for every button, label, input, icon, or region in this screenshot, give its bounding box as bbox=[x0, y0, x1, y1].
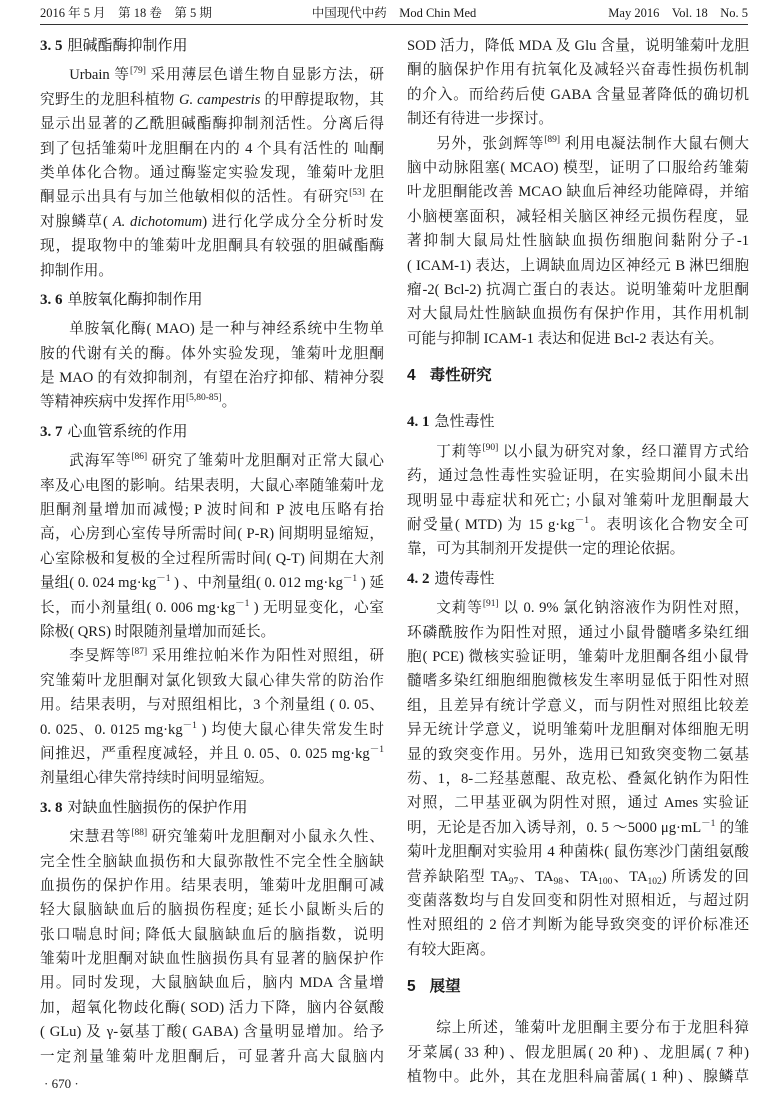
citation-superscript: [87] bbox=[131, 647, 148, 658]
paragraph bbox=[407, 440, 749, 562]
text-line bbox=[40, 874, 384, 898]
text-line bbox=[40, 571, 384, 595]
text-line bbox=[40, 366, 384, 390]
text-line bbox=[407, 34, 749, 58]
text-segment: 、TA bbox=[518, 868, 554, 885]
section-title: 急性毒性 bbox=[434, 413, 495, 431]
text-segment: 抑制作用。 bbox=[40, 262, 113, 279]
text-segment: 酮的脑保护作用有抗氧化及减轻兴奋毒性损伤机制 bbox=[407, 62, 749, 79]
paragraph bbox=[407, 596, 749, 962]
paragraph bbox=[40, 825, 384, 1069]
text-segment: 对大鼠局灶性脑缺血损伤有保护作用，其作用机制 bbox=[407, 306, 749, 323]
text-segment: 李旻辉等 bbox=[69, 648, 132, 665]
text-segment: 到了包括雏菊叶龙胆酮在内的 4 个具有活性的 𠮿酮 bbox=[40, 140, 384, 157]
text-segment: Urbain 等 bbox=[69, 67, 131, 84]
text-segment: 酮显示出具有与加兰他敏相似的活性。有研究 bbox=[40, 189, 350, 206]
issue-volume: May 2016 Vol. 18 No. 5 bbox=[608, 6, 748, 20]
subsection-heading bbox=[40, 283, 384, 317]
text-segment: 。表明该化合物安全可 bbox=[588, 517, 749, 534]
citation-superscript: [86] bbox=[131, 452, 148, 463]
section-title: 心血管系统的作用 bbox=[67, 422, 188, 440]
left-column bbox=[40, 34, 384, 1069]
text-segment: 菊叶龙胆酮对实验用 4 种菌株( 鼠伤寒沙门菌组氨酸 bbox=[407, 844, 749, 861]
text-segment: ( GLu) 及 γ-氨基丁酸( GABA) 含量明显增加。给予 bbox=[40, 1024, 384, 1041]
subscript: 97 bbox=[508, 876, 519, 887]
subsection-heading bbox=[40, 791, 384, 825]
paragraph bbox=[40, 644, 384, 790]
text-segment: 丁莉等 bbox=[436, 443, 483, 460]
text-segment: 显示出显著的乙酰胆碱酯酶抑制剂活性。分离后得 bbox=[40, 116, 384, 133]
citation-superscript: [90] bbox=[482, 442, 499, 453]
text-line bbox=[40, 522, 384, 546]
text-segment: 植物中。此外，其在龙胆科扁蕾属( 1 种) 、腺鳞草 bbox=[407, 1069, 749, 1086]
text-segment: 的雏 bbox=[715, 819, 749, 836]
text-line bbox=[407, 83, 749, 107]
right-column bbox=[407, 34, 749, 1090]
text-segment: 研究了雏菊叶龙胆酮对正常大鼠心 bbox=[147, 453, 384, 470]
text-line bbox=[407, 132, 749, 156]
text-segment: 长，而小剂量组( 0. 006 mg·kg bbox=[40, 599, 236, 616]
text-line bbox=[407, 889, 749, 913]
text-line bbox=[40, 137, 384, 161]
text-line bbox=[407, 840, 749, 864]
text-segment: 显的致突变作用。另外，选用已知致突变物二氨基 bbox=[407, 746, 749, 763]
section-heading bbox=[407, 351, 749, 405]
text-segment: 宋慧君等 bbox=[69, 829, 132, 846]
text-segment: ) 均使大鼠心律失常发生时 bbox=[196, 721, 384, 738]
text-line bbox=[407, 464, 749, 488]
text-segment: ( ICAM-1) 表达，上调缺血周边区神经元 B 淋巴细胞 bbox=[407, 257, 749, 274]
text-segment: 现明显中毒症状和死亡; 小鼠对雏菊叶龙胆酮最大 bbox=[407, 492, 749, 509]
text-line bbox=[407, 645, 749, 669]
text-line bbox=[40, 742, 384, 766]
text-segment: 用。同时发现，大鼠脑缺血后，脑内 MDA 含量增 bbox=[40, 975, 384, 992]
text-line bbox=[407, 302, 749, 326]
text-segment: 靠，可为其制剂开发提供一定的理论依据。 bbox=[407, 541, 685, 558]
text-line bbox=[40, 620, 384, 644]
text-segment: 变菌落数均与自发回变和阴性对照相近，与超过阴 bbox=[407, 892, 749, 909]
text-segment: 的介入。而给药后使 GABA 含量显著降低的确切机 bbox=[407, 86, 749, 103]
citation-superscript: [89] bbox=[544, 134, 561, 145]
text-line bbox=[407, 254, 749, 278]
section-number: 3. 7 bbox=[40, 423, 63, 440]
text-segment: 量组( 0. 024 mg·kg bbox=[40, 575, 157, 592]
text-segment: 芴、1，8-二羟基蒽醌、敌克松、叠氮化钠作为阳性 bbox=[407, 770, 749, 787]
text-segment: 胆酮剂量增加而减慢; P 波时间和 P 波电压略有抬 bbox=[40, 502, 384, 519]
exponent-superscript: －1 bbox=[182, 720, 197, 731]
subsection-heading bbox=[407, 405, 749, 439]
citation-superscript: [53] bbox=[349, 188, 365, 199]
subscript: 100 bbox=[598, 876, 613, 887]
text-line bbox=[40, 474, 384, 498]
text-segment: 雏菊叶龙胆酮对缺血性脑损伤具有显著的脑保护作 bbox=[40, 951, 384, 968]
text-line bbox=[407, 621, 749, 645]
exponent-superscript: －1 bbox=[369, 744, 384, 755]
text-segment: 心室除极和复极的全过程所需时间( Q-T) 间期在大剂 bbox=[40, 550, 384, 567]
subsection-heading bbox=[40, 34, 384, 63]
text-segment: 究雏菊叶龙胆酮对氯化钡致大鼠心律失常的防治作 bbox=[40, 672, 384, 689]
text-segment: 以 0. 9% 氯化钠溶液作为阴性对照， bbox=[498, 600, 749, 617]
section-number: 4. 1 bbox=[407, 414, 430, 431]
text-line bbox=[407, 156, 749, 180]
text-segment: 间推迟，严重程度减轻，并且 0. 05、0. 025 mg·kg bbox=[40, 745, 370, 762]
text-line bbox=[40, 693, 384, 717]
subscript: 102 bbox=[647, 876, 662, 887]
text-segment: 另外，张剑辉等 bbox=[436, 135, 545, 152]
exponent-superscript: －1 bbox=[574, 516, 589, 527]
text-segment: 综上所述，雏菊叶龙胆酮主要分布于龙胆科獐 bbox=[436, 1020, 749, 1037]
text-segment: 用。结果表明，与对照组相比，3 个剂量组 ( 0. 05、 bbox=[40, 697, 384, 714]
text-line bbox=[40, 596, 384, 620]
text-line bbox=[407, 1016, 749, 1040]
text-segment: 张口喘息时间; 降低大鼠脑缺血后的脑指数，说明 bbox=[40, 926, 384, 943]
exponent-superscript: －1 bbox=[156, 574, 171, 585]
text-segment: 利用电凝法制作大鼠右侧大 bbox=[560, 135, 749, 152]
text-line bbox=[40, 644, 384, 668]
text-line bbox=[407, 205, 749, 229]
text-segment: 研究雏菊叶龙胆酮对小鼠永久性、 bbox=[147, 829, 384, 846]
text-segment: 、TA bbox=[612, 868, 648, 885]
text-line bbox=[407, 596, 749, 620]
text-segment: 在 bbox=[364, 189, 384, 206]
citation-superscript: [79] bbox=[130, 66, 146, 77]
text-line bbox=[40, 898, 384, 922]
text-segment: ) 所诱发的回 bbox=[661, 868, 749, 885]
paragraph bbox=[40, 63, 384, 283]
text-line bbox=[40, 718, 384, 742]
text-segment: 剂量组心律失常持续时间明显缩短。 bbox=[40, 770, 274, 787]
text-segment: ) 进行化学成分全分析时发 bbox=[202, 213, 384, 230]
running-header bbox=[40, 3, 748, 23]
text-segment: 胞( PCE) 微核实验证明，雏菊叶龙胆酮各组小鼠骨 bbox=[407, 648, 749, 665]
section-title: 毒性研究 bbox=[429, 367, 492, 385]
text-line bbox=[40, 112, 384, 136]
section-title: 对缺血性脑损伤的保护作用 bbox=[67, 798, 248, 816]
text-line bbox=[407, 913, 749, 937]
text-segment: 髓嗜多染红细胞细胞微核发生率明显低于阳性对照 bbox=[407, 673, 749, 690]
text-segment: 明，无论是否加入诱导剂，0. 5 ～5000 μg·mL bbox=[407, 819, 702, 836]
text-segment: 采用维拉帕米作为阳性对照组，研 bbox=[147, 648, 384, 665]
text-segment: ) 延 bbox=[357, 575, 384, 592]
text-line bbox=[40, 923, 384, 947]
journal-title: 中国现代中药 Mod Chin Med bbox=[311, 6, 477, 20]
text-segment: 制还有待进一步探讨。 bbox=[407, 111, 553, 128]
header-rule bbox=[40, 24, 748, 25]
text-line bbox=[407, 767, 749, 791]
text-segment: 可能与抑制 ICAM-1 表达和促进 Bcl-2 表达有关。 bbox=[407, 330, 724, 347]
section-number: 5 bbox=[407, 978, 416, 996]
text-segment: 异无统计学意义，说明雏菊叶龙胆酮对体细胞无明 bbox=[407, 722, 749, 739]
subsection-heading bbox=[407, 562, 749, 596]
text-line bbox=[40, 996, 384, 1020]
italic-species-name: G. campestris bbox=[178, 91, 261, 108]
text-segment: 瘤-2( Bcl-2) 抗凋亡蛋白的表达。说明雏菊叶龙胆酮 bbox=[407, 281, 749, 298]
exponent-superscript: －1 bbox=[701, 818, 716, 829]
text-segment: 胺的代谢有关的酶。体外实验发现，雏菊叶龙胆酮 bbox=[40, 345, 384, 362]
text-line bbox=[407, 278, 749, 302]
text-segment: 小脑梗塞面积，减轻相关脑区神经元损伤程度，显 bbox=[407, 208, 749, 225]
text-segment: 药，通过急性毒性实验证明，在实验期间小鼠未出 bbox=[407, 468, 749, 485]
text-segment: 高，心房到心室传导所需时间( P-R) 间期明显缩短， bbox=[40, 526, 384, 543]
text-line bbox=[40, 498, 384, 522]
text-line bbox=[40, 947, 384, 971]
text-line bbox=[40, 234, 384, 258]
citation-superscript: [5,80-85] bbox=[185, 393, 222, 404]
text-line bbox=[40, 547, 384, 571]
text-line bbox=[407, 718, 749, 742]
subscript: 98 bbox=[553, 876, 563, 887]
subsection-heading bbox=[40, 415, 384, 449]
section-heading bbox=[407, 962, 749, 1016]
text-line bbox=[407, 229, 749, 253]
text-segment: 的甲醇提取物，其 bbox=[260, 91, 384, 108]
exponent-superscript: －1 bbox=[342, 574, 358, 585]
section-title: 胆碱酯酶抑制作用 bbox=[67, 37, 188, 54]
text-line bbox=[40, 1045, 384, 1069]
text-line bbox=[40, 766, 384, 790]
text-line bbox=[40, 669, 384, 693]
text-line bbox=[407, 669, 749, 693]
issue-date: 2016 年 5 月 第 18 卷 第 5 期 bbox=[40, 6, 212, 20]
text-line bbox=[407, 694, 749, 718]
text-segment: 文莉等 bbox=[436, 600, 483, 617]
text-segment: 营养缺陷型 TA bbox=[407, 868, 509, 885]
exponent-superscript: －1 bbox=[235, 598, 250, 609]
text-line bbox=[407, 816, 749, 840]
text-segment: 以小鼠为研究对象，经口灌胃方式给 bbox=[498, 443, 749, 460]
text-segment: 对照，二甲基亚砜为阴性对照，通过 Ames 实验证 bbox=[407, 795, 749, 812]
text-segment: 组，且差异有统计学意义，而与阴性对照组比较差 bbox=[407, 697, 749, 714]
text-line bbox=[40, 825, 384, 849]
italic-species-name: A. dichotomum bbox=[112, 213, 203, 230]
text-segment: 完全性全脑缺血损伤和大鼠弥散性不完全性全脑缺 bbox=[40, 853, 384, 870]
section-number: 3. 8 bbox=[40, 799, 63, 816]
section-number: 3. 5 bbox=[40, 38, 63, 54]
text-line bbox=[407, 537, 749, 561]
text-segment: 等精神疾病中发挥作用 bbox=[40, 394, 186, 411]
paragraph bbox=[40, 317, 384, 415]
text-line bbox=[40, 88, 384, 112]
page-number: · 670 · bbox=[44, 1076, 79, 1091]
text-segment: 加，超氧化物歧化酶( SOD) 活力下降，脑内谷氨酸 bbox=[40, 999, 384, 1016]
text-segment: 类单体化合物。通过酶鉴定实验发现，雏菊叶龙胆 bbox=[40, 164, 384, 181]
text-line bbox=[40, 1020, 384, 1044]
text-segment: 脑中动脉阻塞( MCAO) 模型，证明了口服给药雏菊 bbox=[407, 159, 749, 176]
text-line bbox=[40, 971, 384, 995]
citation-superscript: [88] bbox=[131, 828, 148, 839]
text-line bbox=[407, 791, 749, 815]
text-line bbox=[407, 938, 749, 962]
text-line bbox=[407, 865, 749, 889]
section-number: 4. 2 bbox=[407, 570, 430, 587]
text-segment: 叶龙胆酮能改善 MCAO 缺血后神经功能障碍，并缩 bbox=[407, 184, 749, 201]
text-line bbox=[407, 440, 749, 464]
text-line bbox=[40, 161, 384, 185]
text-line bbox=[40, 390, 384, 414]
text-segment: 性对照组的 2 倍才判断为能导致突变的评价标准还 bbox=[407, 917, 749, 934]
text-segment: 牙菜属( 33 种) 、假龙胆属( 20 种) 、龙胆属( 7 种) bbox=[407, 1044, 749, 1061]
text-line bbox=[407, 327, 749, 351]
text-segment: 除极( QRS) 时限随剂量增加而延长。 bbox=[40, 623, 276, 640]
text-segment: 究野生的龙胆科植物 bbox=[40, 91, 179, 108]
paragraph bbox=[40, 449, 384, 644]
text-line bbox=[407, 513, 749, 537]
paragraph bbox=[407, 132, 749, 352]
section-title: 单胺氧化酶抑制作用 bbox=[67, 290, 203, 308]
text-segment: 著抑制大鼠局灶性脑缺血损伤细胞间黏附分子-1 bbox=[407, 233, 749, 250]
text-line bbox=[40, 342, 384, 366]
text-segment: ) 、中剂量组( 0. 012 mg·kg bbox=[170, 575, 343, 592]
section-title: 展望 bbox=[429, 978, 461, 996]
text-segment: ) 无明显变化，心室 bbox=[249, 599, 384, 616]
paragraph bbox=[407, 34, 749, 132]
text-line bbox=[407, 1065, 749, 1089]
text-line bbox=[40, 317, 384, 341]
text-line bbox=[40, 259, 384, 283]
paragraph bbox=[407, 1016, 749, 1089]
text-line bbox=[407, 489, 749, 513]
text-line bbox=[407, 743, 749, 767]
text-segment: 一定剂量雏菊叶龙胆酮后，可显著升高大鼠脑内 bbox=[40, 1048, 384, 1065]
text-segment: SOD 活力，降低 MDA 及 Glu 含量，说明雏菊叶龙胆 bbox=[407, 38, 749, 54]
text-line bbox=[407, 180, 749, 204]
text-line bbox=[40, 185, 384, 209]
text-segment: 现，提取物中的雏菊叶龙胆酮具有较强的胆碱酯酶 bbox=[40, 238, 384, 255]
text-line bbox=[407, 1041, 749, 1065]
text-line bbox=[40, 63, 384, 87]
text-segment: 环磷酰胺作为阳性对照，通过小鼠骨髓嗜多染红细 bbox=[407, 624, 749, 641]
text-line bbox=[407, 58, 749, 82]
text-segment: 率及心电图的影响。结果表明，大鼠心率随雏菊叶龙 bbox=[40, 477, 384, 494]
text-segment: 对腺鳞草( bbox=[40, 213, 113, 230]
text-segment: 有较大距离。 bbox=[407, 941, 495, 958]
text-segment: 、TA bbox=[562, 868, 599, 885]
text-segment: 单胺氧化酶( MAO) 是一种与神经系统中生物单 bbox=[69, 321, 384, 338]
text-segment: 。 bbox=[221, 394, 237, 411]
text-segment: 轻大鼠脑缺血后的脑损伤程度; 延长小鼠断头后的 bbox=[40, 902, 384, 919]
section-title: 遗传毒性 bbox=[434, 569, 495, 587]
text-segment: 血损伤的保护作用。结果表明，雏菊叶龙胆酮可减 bbox=[40, 877, 384, 894]
text-segment: 采用薄层色谱生物自显影方法，研 bbox=[145, 67, 384, 84]
text-line bbox=[40, 449, 384, 473]
text-line bbox=[407, 107, 749, 131]
text-line bbox=[40, 210, 384, 234]
text-segment: 0. 025、0. 0125 mg·kg bbox=[40, 721, 183, 738]
section-number: 4 bbox=[407, 367, 416, 385]
text-line bbox=[40, 850, 384, 874]
text-segment: 武海军等 bbox=[69, 453, 132, 470]
citation-superscript: [91] bbox=[482, 599, 499, 610]
text-segment: 耐受量( MTD) 为 15 g·kg bbox=[407, 517, 575, 534]
section-number: 3. 6 bbox=[40, 291, 63, 308]
text-segment: 是 MAO 的有效抑制剂，有望在治疗抑郁、精神分裂 bbox=[40, 370, 384, 387]
